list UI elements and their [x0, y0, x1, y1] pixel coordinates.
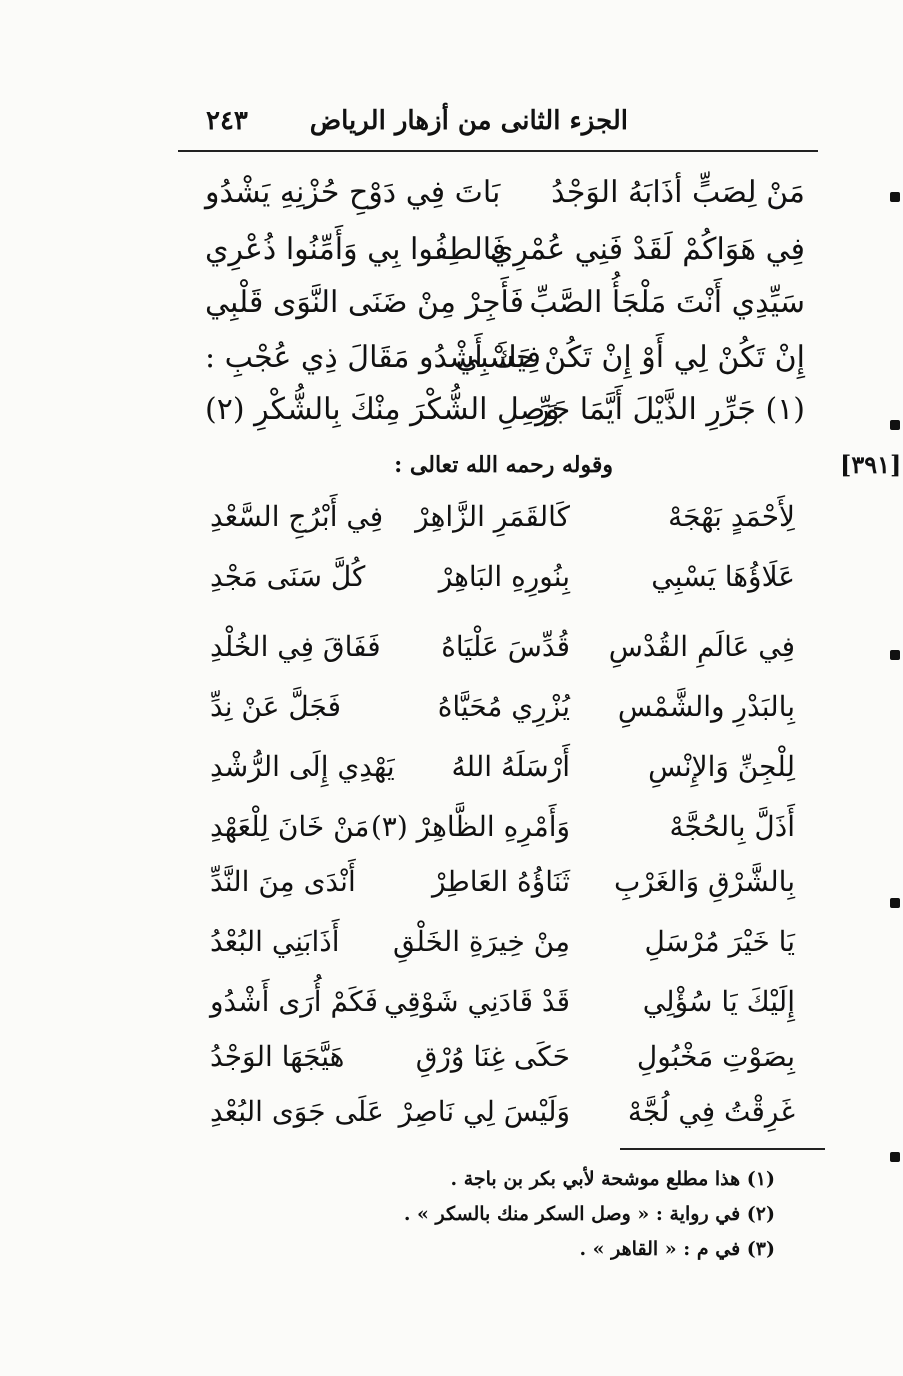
strophe-cell-1: غَرِقْتُ فِي لُجَّهْ [627, 1095, 795, 1128]
verse-row [185, 392, 805, 436]
strophe-cell-3: هَيَّجَهَا الوَجْدُ [210, 1040, 345, 1073]
footnote-2: (٢) في رواية : « وصل السكر منك بالسكر » . [403, 1203, 775, 1225]
strophe-line [190, 630, 795, 674]
running-title: الجزء الثانى من أزهار الرياض [309, 106, 628, 136]
verse-row [185, 175, 805, 219]
strophe-line [190, 690, 795, 734]
strophe-cell-3: عَلَى جَوَى البُعْدِ [210, 1095, 384, 1128]
strophe-cell-1: لِأَحْمَدٍ بَهْجَهْ [668, 500, 795, 533]
verse-left-hemistich: فَأَجِرْ مِنْ ضَنَى النَّوَى قَلْبِي [205, 285, 524, 320]
margin-bullet [890, 420, 900, 430]
verse-left-hemistich: وَصِلِ الشُّكْرَ مِنْكَ بِالشُّكْرِ (٢) [205, 392, 560, 427]
strophe-cell-3: كُلَّ سَنَى مَجْدِ [210, 560, 366, 593]
strophe-cell-2: أَرْسَلَهُ اللهُ [451, 750, 570, 783]
page-number: ٢٤٣ [206, 106, 248, 136]
strophe-cell-1: عَلَاؤُهَا يَسْبِي [651, 560, 795, 593]
strophe-cell-2: وَلَيْسَ لِي نَاصِرْ [398, 1095, 570, 1128]
strophe-cell-1: فِي عَالَمِ القُدْسِ [608, 630, 795, 663]
strophe-cell-2: حَكَى غِنَا وُرْقِ [415, 1040, 570, 1073]
strophe-cell-3: مَنْ خَانَ لِلْعَهْدِ [210, 810, 370, 843]
strophe-cell-3: أَذَابَنِي البُعْدُ [210, 925, 340, 958]
strophe-line [190, 1095, 795, 1139]
strophe-cell-3: فَكَمْ أُرَى أَشْدُو [210, 985, 378, 1018]
verse-right-hemistich: مَنْ لِصَبٍّ أذَابَهُ الوَجْدُ [551, 175, 805, 210]
strophe-cell-2: كَالقَمَرِ الزَّاهِرْ [415, 500, 570, 533]
strophe-cell-3: فَفَاقَ فِي الخُلْدِ [210, 630, 381, 663]
verse-right-hemistich: سَيِّدِي أَنْتَ مَلْجَأُ الصَّبِّ [529, 285, 805, 320]
strophe-cell-2: قَدْ قَادَنِي شَوْقِي [383, 985, 570, 1018]
footnote-3: (٣) في م : « القاهر » . [579, 1238, 775, 1260]
strophe-cell-3: فِي أَبْرُجِ السَّعْدِ [210, 500, 384, 533]
strophe-line [190, 500, 795, 544]
strophe-line [190, 865, 795, 909]
strophe-cell-1: بِالبَدْرِ والشَّمْسِ [617, 690, 795, 723]
verse-row [185, 285, 805, 329]
footnote-1: (١) هذا مطلع موشحة لأبي بكر بن باجة . [450, 1168, 775, 1190]
strophe-cell-1: يَا خَيْرَ مُرْسَلِ [644, 925, 795, 958]
strophe-cell-3: يَهْدِي إِلَى الرُّشْدِ [210, 750, 395, 783]
section-intro: وقوله رحمه الله تعالى : [394, 452, 613, 478]
strophe-cell-2: بِنُورِهِ البَاهِرْ [438, 560, 570, 593]
strophe-cell-2: وَأَمْرِهِ الظَّاهِرْ (٣) [370, 810, 570, 843]
strophe-cell-2: قُدِّسَ عَلْيَاهُ [441, 630, 570, 663]
strophe-cell-3: أَنْدَى مِنَ النَّدِّ [210, 865, 356, 898]
verse-left-hemistich: بَاتَ فِي دَوْحِ حُزْنِهِ يَشْدُو [205, 175, 501, 210]
margin-bullet [890, 1152, 900, 1162]
verse-left-hemistich: فَالطِفُوا بِي وَأَمِّنُوا ذُعْرِي [205, 232, 507, 267]
strophe-cell-1: بِصَوْتِ مَخْبُولِ [636, 1040, 795, 1073]
strophe-line [190, 560, 795, 604]
footnote-divider [620, 1148, 825, 1150]
strophe-cell-1: بِالشَّرْقِ وَالغَرْبِ [613, 865, 795, 898]
strophe-cell-1: أَذَلَّ بِالحُجَّهْ [669, 810, 795, 843]
strophe-cell-2: مِنْ خِيرَةِ الخَلْقِ [393, 925, 570, 958]
page-header [178, 100, 818, 152]
verse-right-hemistich: إِنْ تَكُنْ لِي أَوْ إِنْ تَكُنْ حَسْبِي [455, 340, 805, 375]
strophe-cell-3: فَجَلَّ عَنْ نِدِّ [210, 690, 341, 723]
strophe-line [190, 750, 795, 794]
verse-right-hemistich: فِي هَوَاكُمْ لَقَدْ فَنِي عُمْرِي [489, 232, 805, 267]
strophe-line [190, 1040, 795, 1084]
strophe-cell-1: إِلَيْكَ يَا سُؤْلِي [642, 985, 795, 1018]
strophe-line [190, 810, 795, 854]
strophe-cell-1: لِلْجِنِّ وَالإِنْسِ [648, 750, 795, 783]
strophe-cell-2: ثَنَاؤُهُ العَاطِرْ [432, 865, 570, 898]
margin-bullet [890, 898, 900, 908]
margin-bullet [890, 650, 900, 660]
strophe-line [190, 985, 795, 1029]
margin-bullet [890, 192, 900, 202]
verse-right-hemistich: (١) جَرِّرِ الذَّيْلَ أَيَّمَا جَرِّ [535, 392, 805, 427]
strophe-line [190, 925, 795, 969]
verse-row [185, 232, 805, 276]
margin-reference: [٣٩١] [840, 450, 902, 479]
verse-row [185, 340, 805, 384]
strophe-cell-2: يُزْرِي مُحَيَّاهُ [437, 690, 570, 723]
verse-left-hemistich: فِيكَ أَشْدُو مَقَالَ ذِي عُجْبِ : [205, 340, 541, 375]
